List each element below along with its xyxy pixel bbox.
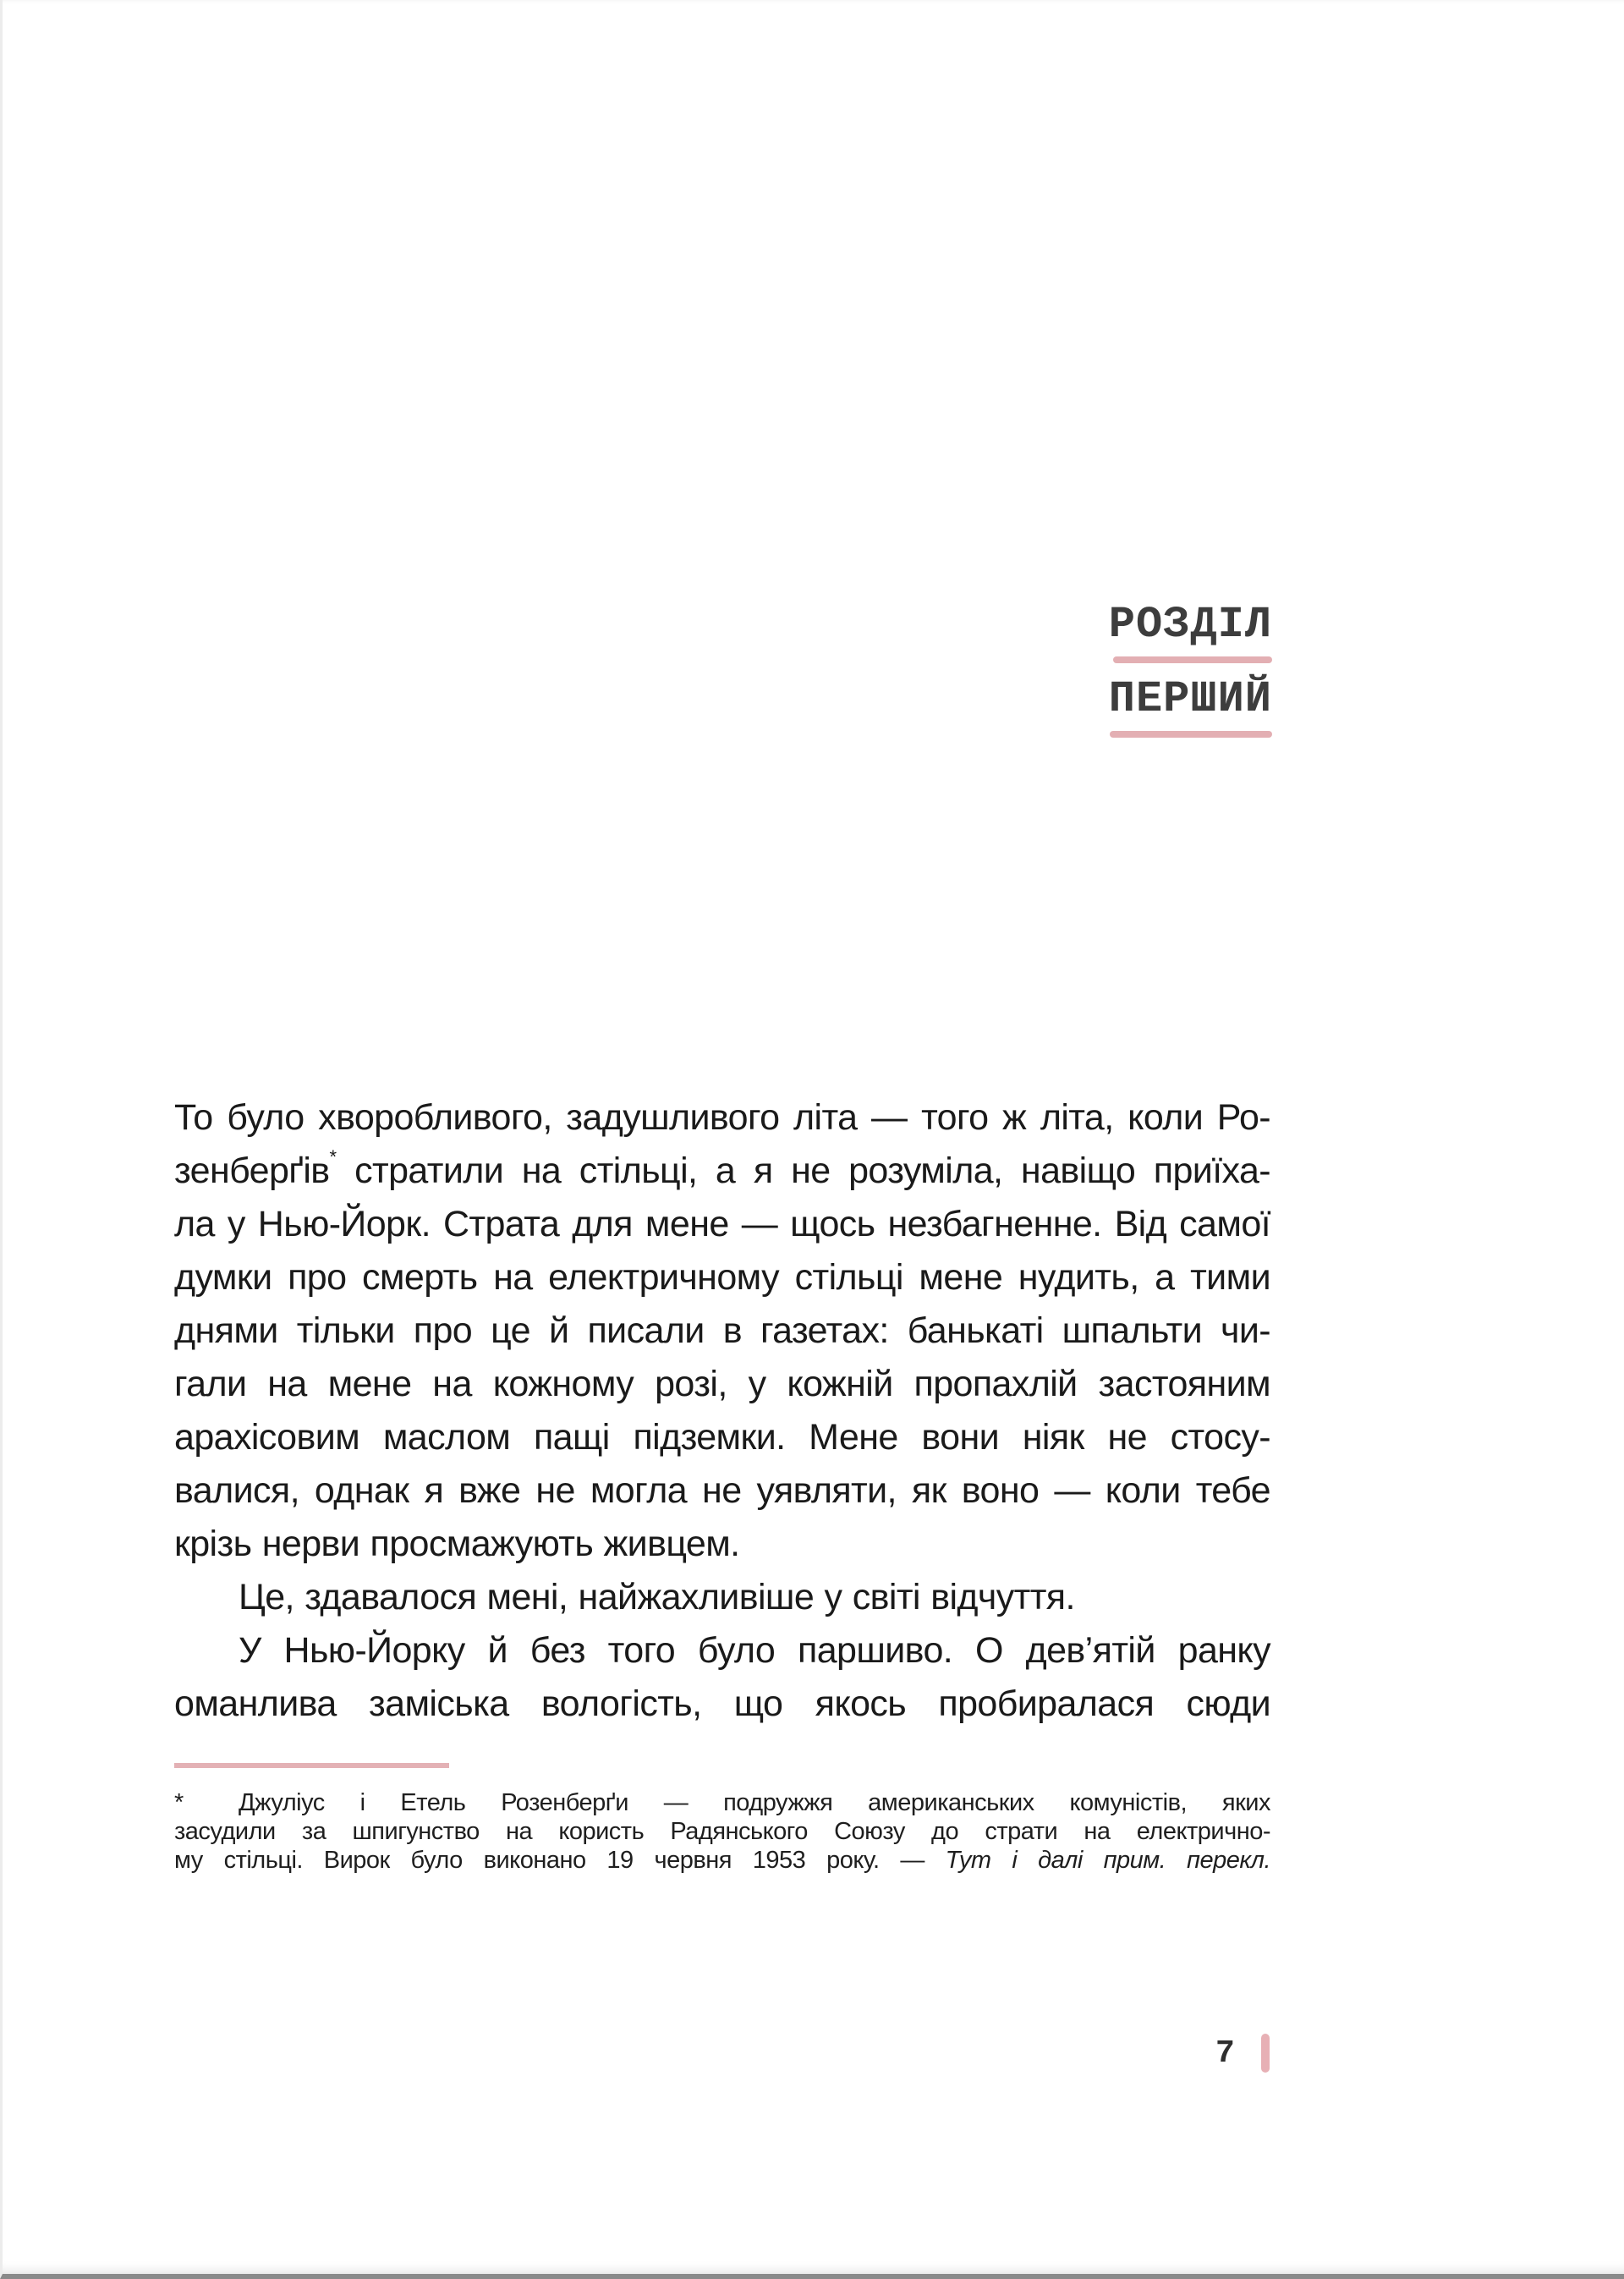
- body-line: крізь нерви просмажують живцем.: [174, 1524, 740, 1564]
- chapter-heading-word: РОЗДІЛ: [1108, 600, 1272, 650]
- chapter-heading-underline: [1113, 656, 1272, 663]
- page-number-accent-bar: [1261, 2034, 1270, 2073]
- footnote-marker: *: [174, 1789, 184, 1816]
- chapter-heading: [1103, 602, 1272, 738]
- body-line: ла у Нью-Йорк. Страта для мене — щось незбагненне. Від самої: [174, 1204, 1270, 1244]
- chapter-heading-number: ПЕРШИЙ: [1108, 674, 1272, 724]
- body-text: [174, 1091, 1270, 1731]
- footnote: [174, 1788, 1270, 1875]
- body-line: То було хворобливого, задушливого літа — того ж літа, коли Ро-: [174, 1097, 1270, 1138]
- body-line: оманлива заміська вологість, що якось пробиралася сюди: [174, 1683, 1270, 1724]
- body-paragraph: У Нью-Йорку й без того було паршиво. О дев’ятій ранку: [239, 1630, 1270, 1671]
- footnote-separator: [174, 1763, 449, 1768]
- footnote-reference[interactable]: *: [329, 1146, 337, 1167]
- body-line: арахісовим маслом пащі підземки. Мене вони ніяк не стосу-: [174, 1417, 1270, 1458]
- footnote-line: засудили за шпигунство на користь Радянського Союзу до страти на електрично-: [174, 1818, 1270, 1845]
- footnote-line: му стільці. Вирок було виконано 19 червня 1953 року. — Тут і далі прим. перекл.: [174, 1847, 1271, 1874]
- body-paragraph: Це, здавалося мені, найжахливіше у світі відчуття.: [239, 1577, 1075, 1617]
- body-line: зенберґів* стратили на стільці, а я не розуміла, навіщо приїха-: [174, 1146, 1270, 1191]
- body-line: валися, однак я вже не могла не уявляти, як воно — коли тебе: [174, 1470, 1270, 1511]
- body-line: думки про смерть на електричному стільці мене нудить, а тими: [174, 1257, 1270, 1298]
- chapter-heading-underline: [1110, 731, 1272, 738]
- page-number: 7: [1215, 2035, 1235, 2072]
- body-line: гали на мене на кожному розі, у кожній пропахлій застояним: [174, 1364, 1270, 1404]
- body-line: днями тільки про це й писали в газетах: банькаті шпальти чи-: [174, 1310, 1270, 1351]
- footnote-line: * Джуліус і Етель Розенберґи — подружжя американських комуністів, яких: [174, 1789, 1270, 1816]
